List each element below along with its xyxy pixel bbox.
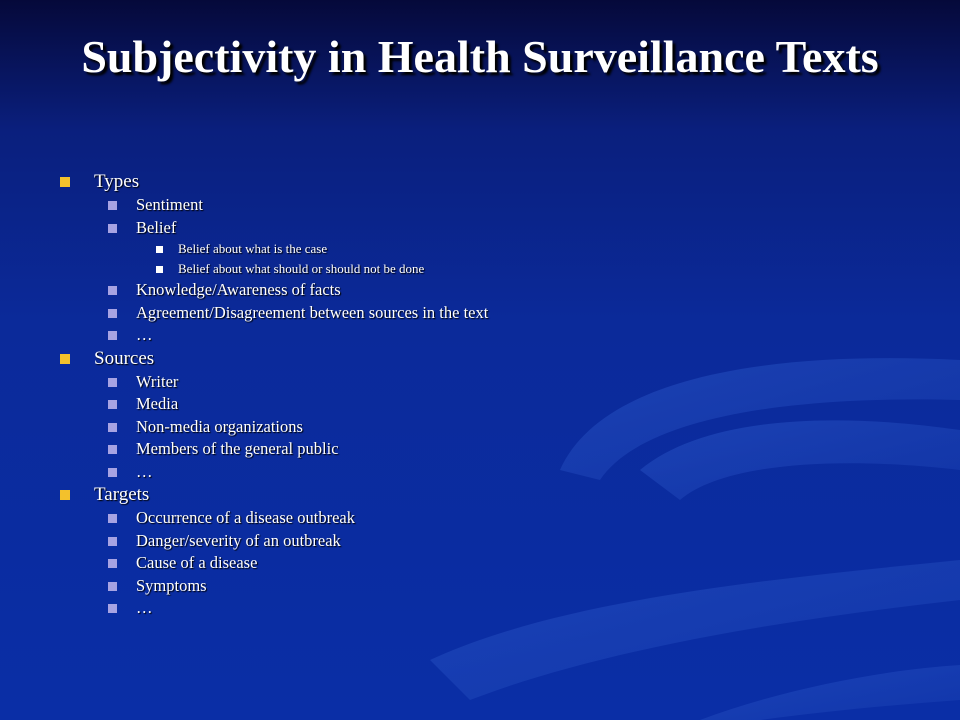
list-item	[58, 279, 918, 302]
list-item	[58, 324, 918, 347]
section-targets	[58, 483, 918, 507]
list-item	[58, 393, 918, 416]
square-bullet-icon	[108, 201, 117, 210]
square-bullet-icon	[108, 378, 117, 387]
list-item-label: Belief	[136, 217, 177, 237]
list-item	[58, 552, 918, 575]
list-item	[58, 438, 918, 461]
list-item	[58, 416, 918, 439]
list-item-label: Non-media organizations	[136, 416, 303, 436]
list-item	[58, 302, 918, 325]
list-item-label: Media	[136, 394, 179, 413]
square-bullet-icon	[108, 423, 117, 432]
square-bullet-icon	[108, 400, 117, 409]
sub-list-item	[58, 259, 918, 279]
square-bullet-icon	[108, 537, 117, 546]
list-item-label: Cause of a disease	[136, 553, 258, 572]
square-bullet-icon	[108, 331, 117, 340]
list-item	[58, 461, 918, 484]
list-item-label: …	[136, 598, 153, 617]
sub-list-item-label: Belief about what should or should not be done	[178, 261, 425, 276]
square-bullet-icon	[108, 604, 117, 613]
list-item	[58, 530, 918, 553]
section-sources	[58, 347, 918, 371]
list-item-label: Sentiment	[136, 195, 203, 214]
list-item-label: …	[136, 461, 153, 481]
list-item	[58, 194, 918, 217]
list-item-label: Occurrence of a disease outbreak	[136, 508, 355, 527]
list-item-label: Writer	[136, 371, 179, 391]
square-bullet-icon	[108, 582, 117, 591]
list-item	[58, 217, 918, 240]
square-bullet-icon	[60, 354, 70, 364]
square-bullet-icon	[108, 514, 117, 523]
section-label: Sources	[94, 347, 155, 369]
square-bullet-icon	[108, 286, 117, 295]
list-item	[58, 575, 918, 598]
square-bullet-icon	[60, 490, 70, 500]
list-item-label: Members of the general public	[136, 439, 339, 458]
section-label: Types	[94, 171, 140, 192]
square-bullet-icon	[108, 445, 117, 454]
square-bullet-icon	[108, 559, 117, 568]
list-item-label: Symptoms	[136, 575, 207, 595]
section-label: Targets	[94, 484, 150, 505]
list-item-label: Danger/severity of an outbreak	[136, 530, 341, 550]
square-bullet-icon	[108, 224, 117, 233]
square-bullet-icon	[108, 468, 117, 477]
sub-list-item	[58, 239, 918, 259]
section-types	[58, 170, 918, 194]
slide-title: Subjectivity in Health Surveillance Texts	[81, 31, 879, 82]
bullet-list	[58, 170, 918, 620]
list-item	[58, 507, 918, 530]
list-item	[58, 371, 918, 394]
list-item	[58, 597, 918, 620]
sub-list-item-label: Belief about what is the case	[178, 241, 328, 256]
list-item-label: Agreement/Disagreement between sources in the text	[136, 302, 489, 322]
square-bullet-icon	[156, 266, 163, 273]
list-item-label: Knowledge/Awareness of facts	[136, 280, 341, 299]
square-bullet-icon	[108, 309, 117, 318]
square-bullet-icon	[156, 246, 163, 253]
square-bullet-icon	[60, 177, 70, 187]
list-item-label: …	[136, 325, 153, 344]
